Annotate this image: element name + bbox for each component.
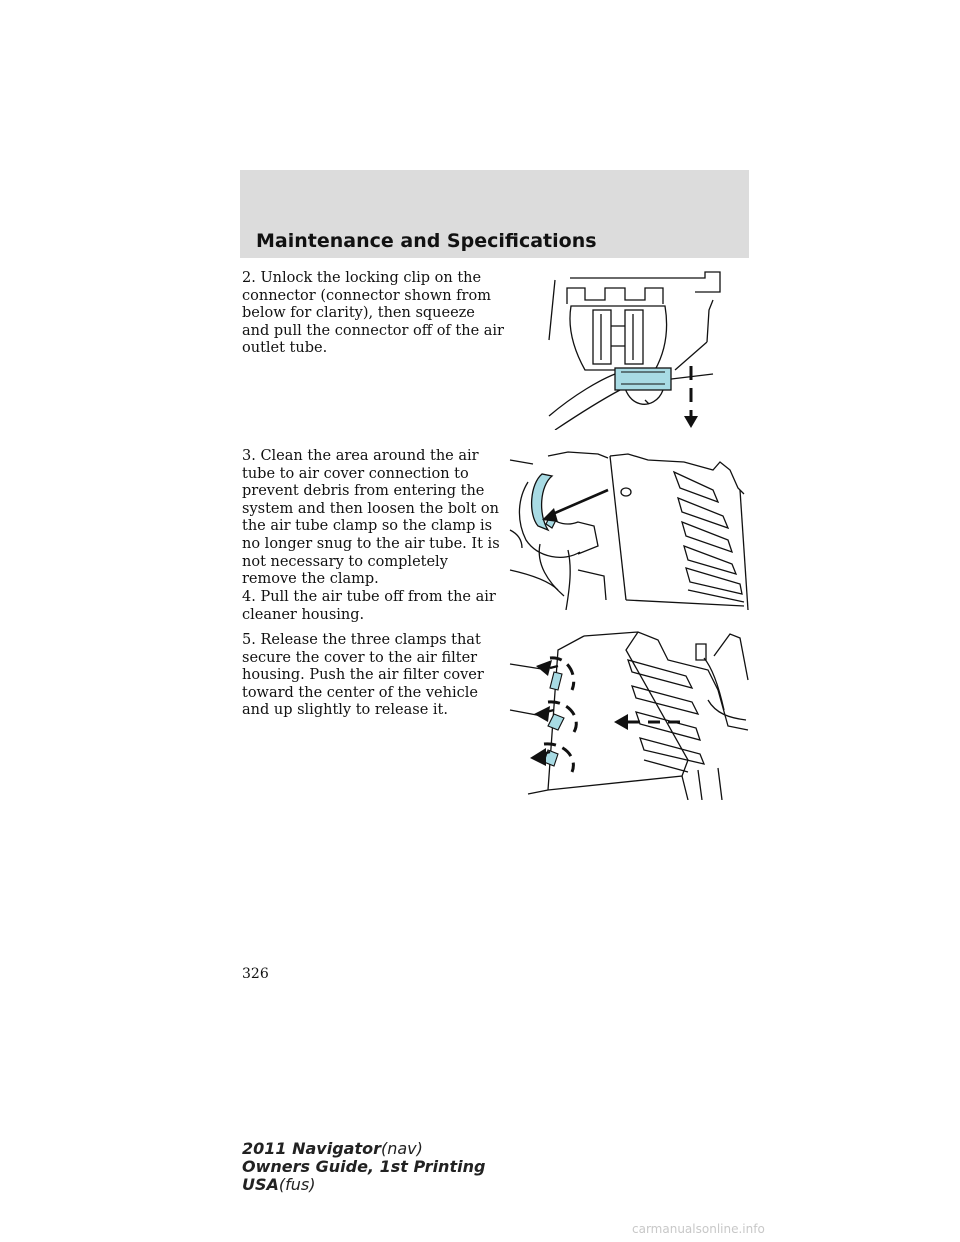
footer-line-1: 2011 Navigator(nav) (242, 1139, 423, 1158)
page-number: 326 (242, 966, 269, 982)
connector-illustration (545, 270, 750, 430)
step-5-text: 5. Release the three clamps that secure the cover to the air filter housing. Push the air filter cover toward the center of the vehicle and up slightly to release it. (242, 632, 484, 719)
step-2-text: 2. Unlock the locking clip on the connector (connector shown from below for clarity), then squeeze and pull the connector off of the air outlet tube. (242, 270, 504, 357)
section-title: Maintenance and Specifications (256, 230, 597, 252)
footer-line-3: USA(fus) (242, 1175, 316, 1194)
air-filter-cover-illustration (508, 630, 753, 800)
footer-print-info (242, 1140, 485, 1194)
air-tube-clamp-illustration (508, 450, 753, 610)
footer-line-2: Owners Guide, 1st Printing (242, 1157, 486, 1176)
section-header (240, 170, 749, 258)
watermark: carmanualsonline.info (632, 1222, 765, 1236)
step-4-text: 4. Pull the air tube off from the air cleaner housing. (242, 589, 496, 623)
step-3-text: 3. Clean the area around the air tube to air cover connection to prevent debris from entering the system and then loosen the bolt on the air tube clamp so the clamp is no longer snug to the air tube. It is not necessary to completely remove the clamp. (242, 448, 500, 588)
